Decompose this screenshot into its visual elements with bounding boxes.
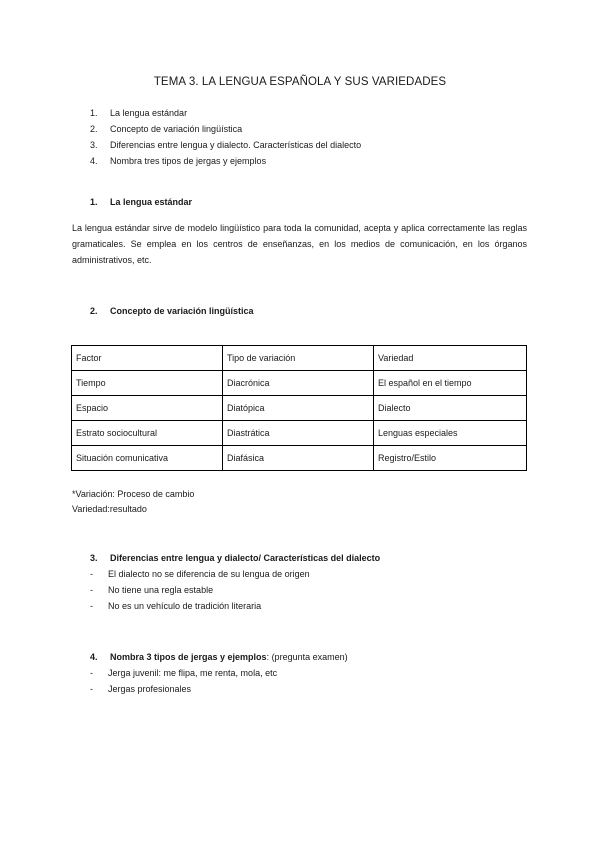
- toc-text: La lengua estándar: [110, 108, 188, 118]
- table-row: [72, 371, 527, 396]
- table-header-cell: Factor: [72, 346, 223, 371]
- section-title: Diferencias entre lengua y dialecto/ Características del dialecto: [110, 553, 381, 563]
- toc-text: Concepto de variación lingüística: [110, 124, 243, 134]
- variation-table: [71, 345, 527, 471]
- table-cell: Diacrónica: [223, 371, 374, 396]
- toc-number: 1.: [90, 108, 98, 118]
- page-title: TEMA 3. LA LENGUA ESPAÑOLA Y SUS VARIEDADES: [153, 76, 447, 88]
- toc-text: Diferencias entre lengua y dialecto. Características del dialecto: [110, 140, 362, 150]
- section-title: Nombra 3 tipos de jergas y ejemplos: [110, 652, 267, 662]
- section-number: 3.: [90, 553, 98, 563]
- table-cell: Diatópica: [223, 396, 374, 421]
- table-cell: Diafásica: [223, 446, 374, 471]
- section-title: Concepto de variación lingüística: [110, 306, 254, 316]
- section-4-heading: [90, 652, 348, 662]
- list-item-text: Jerga juvenil: me flipa, me renta, mola, etc: [108, 668, 278, 678]
- table-cell: El español en el tiempo: [374, 371, 527, 396]
- list-item-text: El dialecto no se diferencia de su lengua de origen: [108, 569, 310, 579]
- toc-number: 4.: [90, 156, 98, 166]
- table-of-contents: [90, 108, 361, 172]
- toc-number: 2.: [90, 124, 98, 134]
- table-cell: Dialecto: [374, 396, 527, 421]
- list-item-text: No tiene una regla estable: [108, 585, 214, 595]
- list-item-text: Jergas profesionales: [108, 684, 192, 694]
- section-3-heading: [90, 553, 380, 563]
- toc-item: [90, 108, 361, 124]
- section-4-bullets: [90, 668, 277, 700]
- table-cell: Tiempo: [72, 371, 223, 396]
- section-number: 2.: [90, 306, 98, 316]
- list-item: [90, 668, 277, 684]
- list-item-text: No es un vehículo de tradición literaria: [108, 601, 262, 611]
- table-cell: Registro/Estilo: [374, 446, 527, 471]
- list-item: [90, 601, 310, 617]
- list-item: [90, 569, 310, 585]
- toc-number: 3.: [90, 140, 98, 150]
- section-3-bullets: [90, 569, 310, 617]
- table-row: [72, 421, 527, 446]
- section-1-heading: [90, 197, 192, 207]
- toc-text: Nombra tres tipos de jergas y ejemplos: [110, 156, 267, 166]
- bullet-dash: -: [90, 601, 93, 611]
- bullet-dash: -: [90, 668, 93, 678]
- bullet-dash: -: [90, 684, 93, 694]
- bullet-dash: -: [90, 585, 93, 595]
- table-header-row: [72, 346, 527, 371]
- table-row: [72, 446, 527, 471]
- table-header-cell: Variedad: [374, 346, 527, 371]
- section-title-suffix: : (pregunta examen): [266, 652, 348, 662]
- table-cell: Estrato sociocultural: [72, 421, 223, 446]
- section-1-paragraph: La lengua estándar sirve de modelo lingüístico para toda la comunidad, acepta y aplica correctamente las reglas gramaticales. Se emplea en los centros de enseñanzas, en los medios de comunicación, en los órganos administrativos, etc.: [72, 223, 527, 265]
- table-cell: Situación comunicativa: [72, 446, 223, 471]
- note-line: *Variación: Proceso de cambio: [72, 489, 195, 499]
- toc-item: [90, 124, 361, 140]
- section-number: 4.: [90, 652, 98, 662]
- list-item: [90, 585, 310, 601]
- section-2-heading: [90, 306, 254, 316]
- section-number: 1.: [90, 197, 98, 207]
- table-header-cell: Tipo de variación: [223, 346, 374, 371]
- table-cell: Lenguas especiales: [374, 421, 527, 446]
- section-title: La lengua estándar: [110, 197, 193, 207]
- toc-item: [90, 156, 361, 172]
- bullet-dash: -: [90, 569, 93, 579]
- note-line: Variedad:resultado: [72, 504, 147, 514]
- toc-item: [90, 140, 361, 156]
- table-cell: Diastrática: [223, 421, 374, 446]
- table-cell: Espacio: [72, 396, 223, 421]
- list-item: [90, 684, 277, 700]
- variation-notes: [72, 487, 194, 517]
- table-row: [72, 396, 527, 421]
